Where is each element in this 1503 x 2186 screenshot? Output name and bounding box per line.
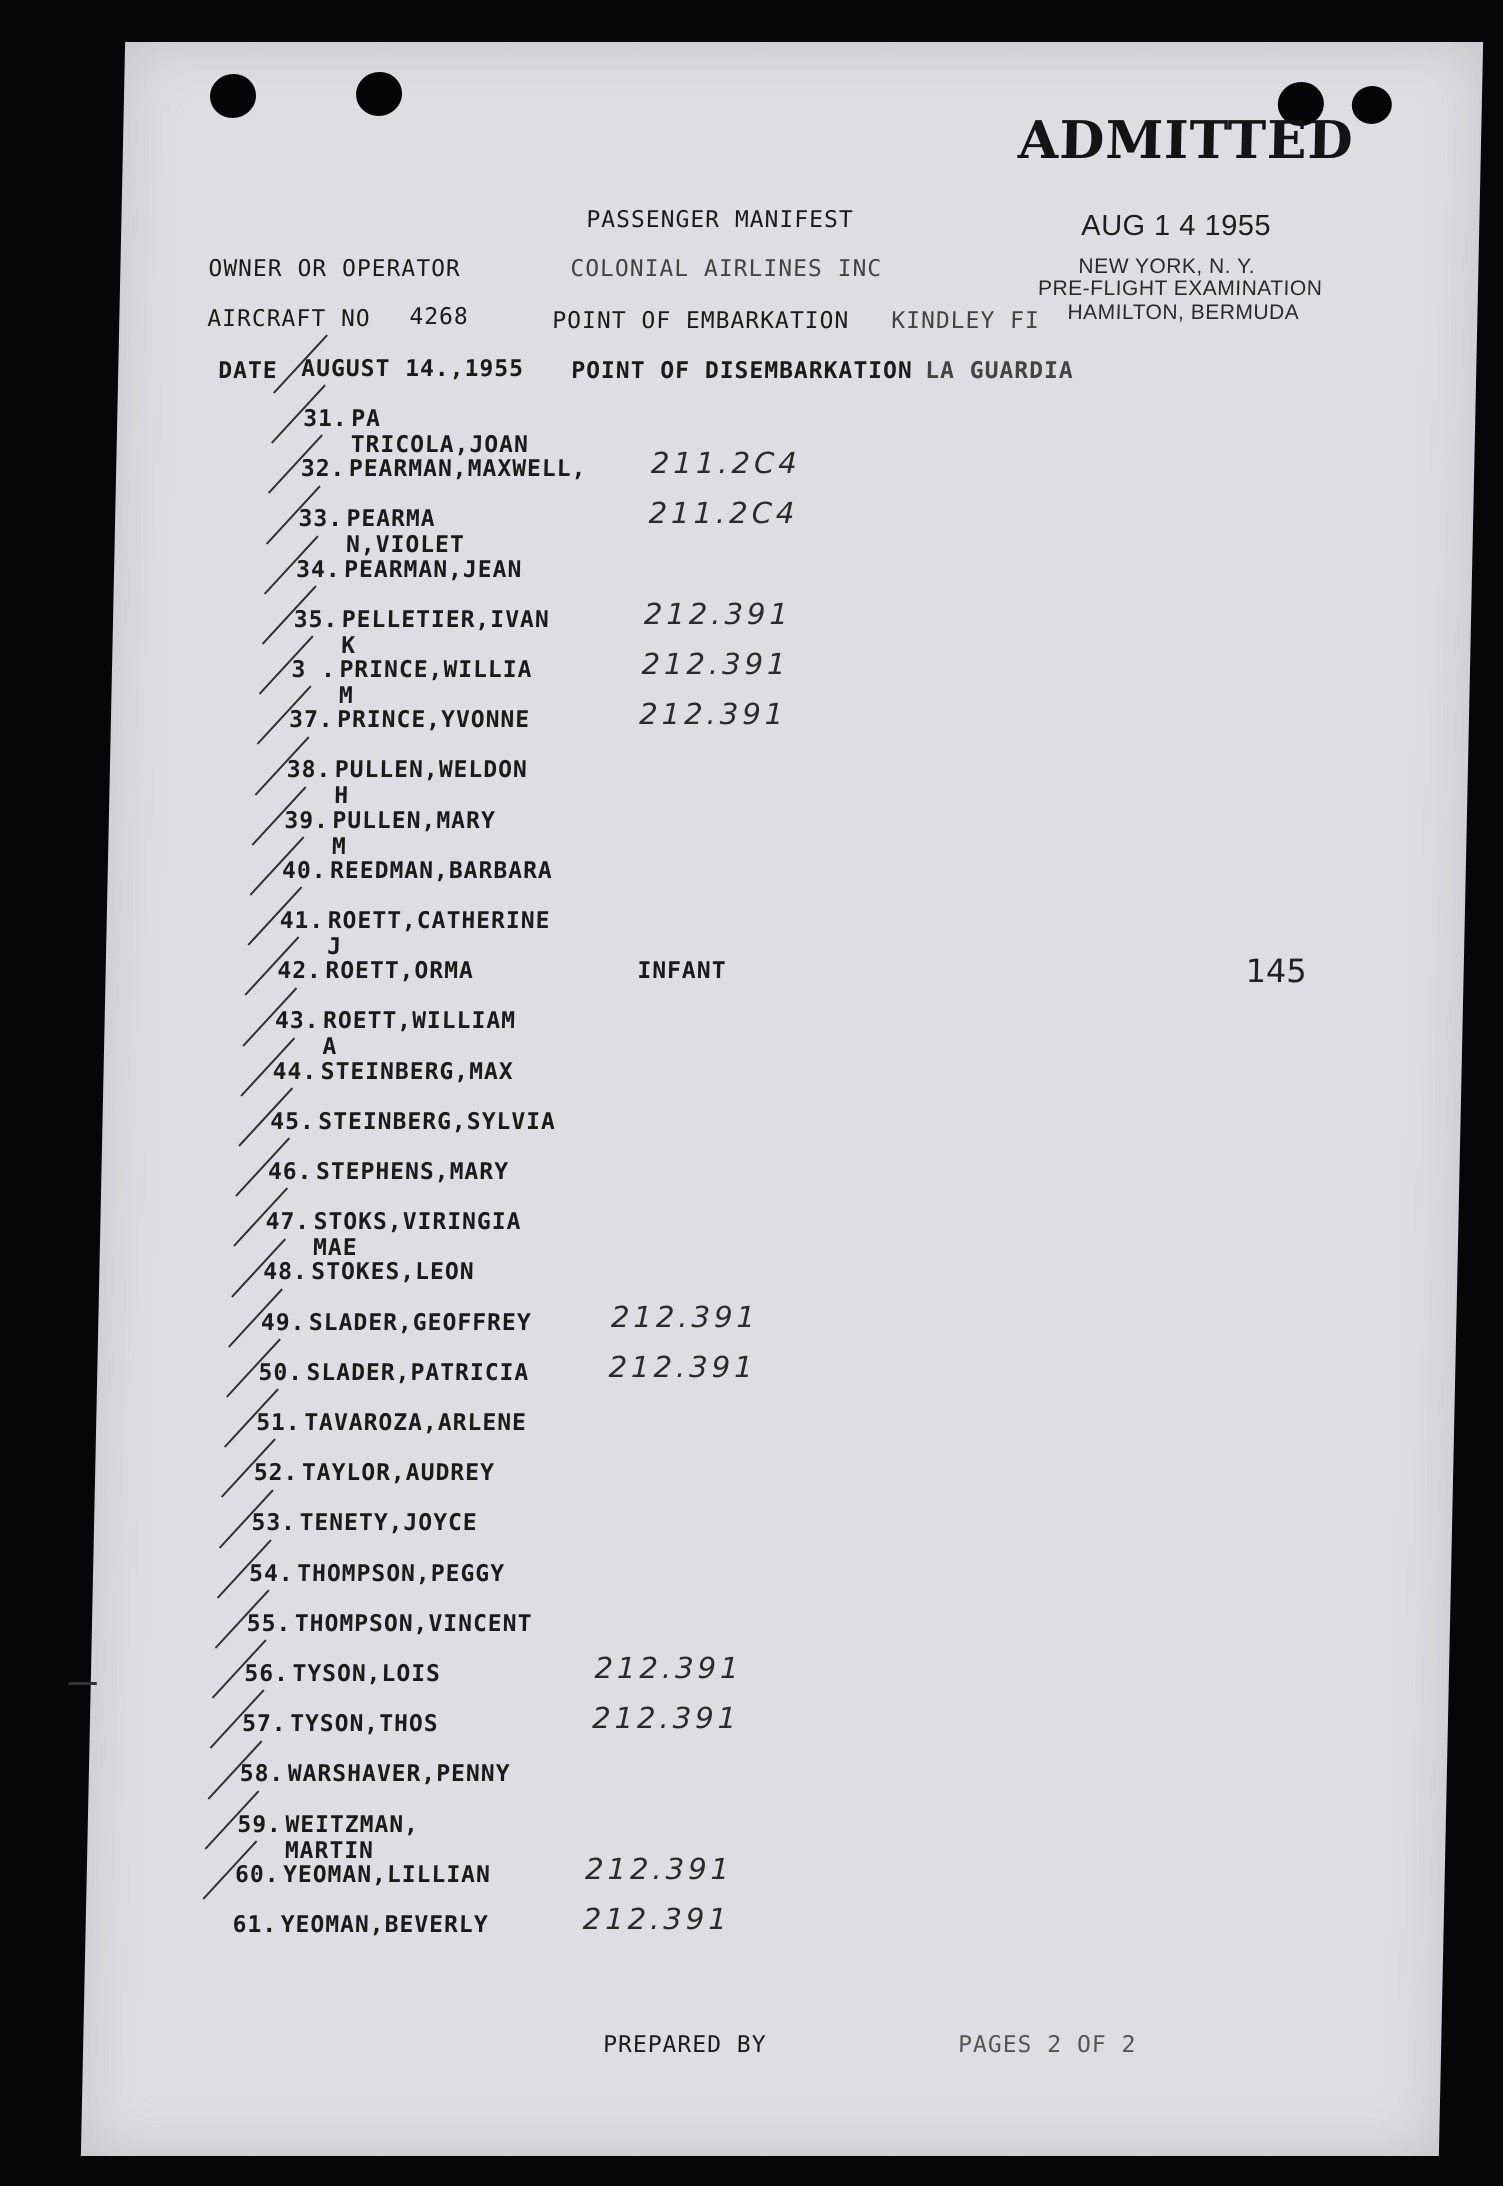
handwritten-code: 212.391 bbox=[584, 1851, 734, 1886]
disembarkation-label: POINT OF DISEMBARKATION bbox=[570, 358, 914, 384]
passenger-name: PEARMAN,JEAN bbox=[343, 556, 523, 583]
manifest-sheet bbox=[81, 42, 1483, 2156]
passenger-row bbox=[293, 596, 793, 659]
passenger-name: PEARMAN,MAXWELL, bbox=[348, 456, 587, 483]
passenger-name: STEINBERG,SYLVIA bbox=[318, 1108, 557, 1135]
passenger-row bbox=[241, 1701, 741, 1747]
passenger-number: 47. bbox=[265, 1209, 311, 1236]
passenger-number: 55. bbox=[246, 1610, 292, 1637]
passenger-name: YEOMAN,BEVERLY bbox=[280, 1912, 489, 1938]
passenger-number: 56. bbox=[244, 1661, 290, 1687]
passenger-number: 60. bbox=[234, 1861, 280, 1888]
passenger-number: 34. bbox=[295, 556, 342, 583]
passenger-number: 44. bbox=[272, 1058, 318, 1085]
passenger-number: 48. bbox=[262, 1259, 309, 1286]
passenger-row bbox=[272, 1058, 514, 1095]
passenger-row bbox=[237, 1811, 420, 1864]
passenger-number: 57. bbox=[241, 1711, 287, 1738]
passenger-name: THOMPSON,VINCENT bbox=[294, 1610, 533, 1637]
passenger-row bbox=[258, 1349, 757, 1396]
passenger-number: 43. bbox=[274, 1008, 320, 1035]
passenger-row bbox=[279, 908, 551, 960]
passenger-name: THOMPSON,PEGGY bbox=[296, 1560, 506, 1587]
date-label: DATE bbox=[217, 358, 278, 384]
passenger-row bbox=[260, 1299, 760, 1346]
owner-value: COLONIAL AIRLINES INC bbox=[570, 256, 883, 282]
passenger-number: 45. bbox=[270, 1108, 316, 1135]
passenger-row bbox=[274, 1008, 517, 1061]
passenger-note: INFANT bbox=[637, 958, 727, 985]
passenger-number: 42. bbox=[277, 958, 323, 985]
passenger-row bbox=[234, 1851, 734, 1898]
punch-hole-far-right bbox=[1351, 86, 1392, 124]
passenger-name: REEDMAN,BARBARA bbox=[329, 857, 554, 884]
passenger-number: 40. bbox=[281, 857, 327, 884]
passenger-name: YEOMAN,LILLIAN bbox=[282, 1861, 492, 1888]
passenger-name: TAVAROZA,ARLENE bbox=[303, 1410, 528, 1436]
passenger-row bbox=[251, 1510, 478, 1546]
stamp-city: NEW YORK, N. Y. bbox=[1078, 255, 1256, 278]
passenger-name: WARSHAVER,PENNY bbox=[287, 1761, 511, 1788]
passenger-number: 46. bbox=[267, 1159, 313, 1185]
passenger-number: 61. bbox=[232, 1912, 278, 1938]
passenger-name: PULLEN,MARY M bbox=[331, 807, 497, 860]
passenger-name: WEITZMAN, MARTIN bbox=[284, 1811, 420, 1864]
passenger-name: STOKS,VIRINGIA MAE bbox=[312, 1209, 522, 1262]
passenger-number: 3 . bbox=[291, 657, 337, 683]
aircraft-value: 4268 bbox=[409, 304, 470, 330]
owner-label: OWNER OR OPERATOR bbox=[208, 256, 462, 282]
passenger-row bbox=[302, 406, 530, 458]
passenger-row bbox=[295, 556, 523, 593]
passenger-name: STOKES,LEON bbox=[310, 1259, 475, 1286]
passenger-row bbox=[300, 446, 802, 492]
passenger-name: PELLETIER,IVAN K bbox=[341, 606, 550, 659]
passenger-row bbox=[284, 807, 497, 860]
handwritten-code: 211.2C4 bbox=[648, 496, 799, 531]
passenger-name: ROETT,ORMA bbox=[325, 958, 475, 985]
passenger-name: STEPHENS,MARY bbox=[315, 1159, 510, 1185]
passenger-row bbox=[248, 1560, 506, 1597]
passenger-number: 50. bbox=[258, 1359, 304, 1386]
passenger-name: PRINCE,YVONNE bbox=[336, 707, 531, 734]
passenger-number: 32. bbox=[300, 456, 346, 483]
passenger-number: 54. bbox=[248, 1560, 294, 1587]
passenger-name: PRINCE,WILLIA M bbox=[338, 657, 533, 709]
passenger-number: 53. bbox=[251, 1510, 297, 1537]
handwritten-code: 212.391 bbox=[638, 697, 788, 732]
passenger-number: 52. bbox=[253, 1460, 299, 1487]
handwritten-code: 212.391 bbox=[608, 1349, 757, 1384]
punch-hole-left bbox=[210, 74, 257, 118]
passenger-name: ROETT,WILLIAM A bbox=[322, 1008, 517, 1061]
passenger-name: TAYLOR,AUDREY bbox=[301, 1460, 496, 1487]
pages-label: PAGES 2 OF 2 bbox=[957, 2032, 1137, 2058]
stamp-location: HAMILTON, BERMUDA bbox=[1067, 301, 1300, 324]
passenger-name: TYSON,THOS bbox=[289, 1711, 439, 1738]
handwritten-code: 212.391 bbox=[594, 1651, 743, 1685]
passenger-number: 38. bbox=[286, 757, 332, 784]
passenger-row bbox=[267, 1159, 510, 1195]
side-page-number: 145 bbox=[1245, 952, 1308, 990]
page-title: PASSENGER MANIFEST bbox=[586, 207, 854, 233]
passenger-name: TYSON,LOIS bbox=[292, 1661, 442, 1687]
passenger-row bbox=[270, 1108, 557, 1145]
embarkation-label: POINT OF EMBARKATION bbox=[552, 308, 850, 334]
embarkation-value: KINDLEY FI bbox=[891, 308, 1041, 334]
passenger-row bbox=[281, 857, 554, 894]
margin-mark bbox=[69, 1682, 97, 1685]
stamp-date: AUG 1 4 1955 bbox=[1080, 210, 1272, 242]
passenger-row bbox=[255, 1410, 528, 1446]
passenger-row bbox=[246, 1610, 533, 1647]
passenger-row bbox=[253, 1460, 496, 1496]
handwritten-code: 211.2C4 bbox=[650, 446, 802, 481]
passenger-row bbox=[244, 1651, 743, 1697]
disembarkation-value: LA GUARDIA bbox=[924, 358, 1075, 384]
date-value: AUGUST 14.,1955 bbox=[301, 356, 525, 382]
prepared-by-label: PREPARED BY bbox=[602, 2032, 767, 2058]
passenger-number: 33. bbox=[298, 506, 344, 533]
stamp-exam: PRE-FLIGHT EXAMINATION bbox=[1037, 277, 1323, 300]
handwritten-code: 212.391 bbox=[641, 647, 790, 681]
passenger-row bbox=[277, 958, 727, 994]
passenger-row bbox=[232, 1902, 732, 1948]
passenger-name: SLADER,GEOFFREY bbox=[308, 1309, 532, 1336]
passenger-row bbox=[291, 647, 790, 709]
passenger-name: STEINBERG,MAX bbox=[320, 1058, 514, 1085]
passenger-number: 51. bbox=[255, 1410, 302, 1436]
admitted-stamp: ADMITTED bbox=[1017, 110, 1355, 171]
punch-hole-center-left bbox=[356, 72, 403, 116]
passenger-number: 49. bbox=[260, 1309, 306, 1336]
passenger-row bbox=[298, 496, 799, 559]
passenger-number: 37. bbox=[288, 707, 334, 734]
passenger-name: PA TRICOLA,JOAN bbox=[350, 406, 530, 458]
passenger-number: 39. bbox=[284, 807, 330, 834]
passenger-name: PEARMA N,VIOLET bbox=[345, 506, 466, 559]
passenger-name: TENETY,JOYCE bbox=[299, 1510, 478, 1537]
passenger-number: 58. bbox=[239, 1761, 285, 1788]
passenger-name: ROETT,CATHERINE J bbox=[326, 908, 551, 960]
handwritten-code: 212.391 bbox=[582, 1902, 732, 1936]
passenger-number: 31. bbox=[302, 406, 349, 432]
passenger-number: 41. bbox=[279, 908, 325, 934]
passenger-row bbox=[288, 697, 788, 743]
handwritten-code: 212.391 bbox=[610, 1299, 760, 1334]
handwritten-code: 212.391 bbox=[591, 1701, 741, 1736]
passenger-name: SLADER,PATRICIA bbox=[306, 1359, 530, 1386]
handwritten-code: 212.391 bbox=[643, 596, 793, 631]
aircraft-label: AIRCRAFT NO bbox=[207, 306, 371, 332]
passenger-number: 35. bbox=[293, 606, 339, 633]
passenger-number: 59. bbox=[237, 1811, 283, 1838]
passenger-row bbox=[265, 1209, 522, 1262]
passenger-name: PULLEN,WELDON H bbox=[333, 757, 529, 810]
